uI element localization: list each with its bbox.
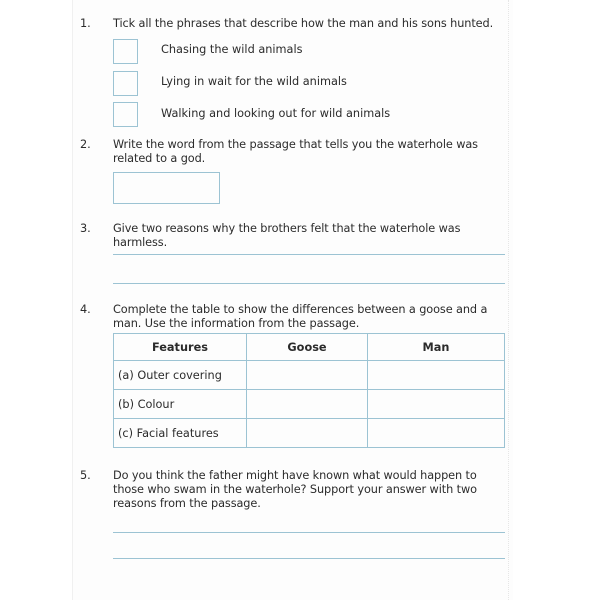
option-label: Walking and looking out for wild animals [161,107,391,120]
tick-box-option-3[interactable] [113,102,138,127]
feature-label: (b) Colour [114,390,247,419]
question-text: Complete the table to show the differences between a goose and a man. Use the information from the passage. [113,303,488,330]
answer-line-2[interactable] [113,558,505,559]
table-row [114,361,505,390]
goose-cell[interactable] [247,390,368,419]
question-text: Give two reasons why the brothers felt that the waterhole was harmless. [113,222,461,249]
answer-box[interactable] [113,172,220,204]
answer-line-1[interactable] [113,254,505,255]
answer-line-2[interactable] [113,283,505,284]
question-number: 5. [80,469,91,482]
goose-cell[interactable] [247,419,368,448]
table-row [114,419,505,448]
tick-box-option-2[interactable] [113,71,138,96]
question-text: Do you think the father might have known what would happen to those who swam in the waterhole? Support your answer with two reasons from the passage. [113,469,477,510]
man-cell[interactable] [368,361,505,390]
header-features: Features [114,334,247,361]
man-cell[interactable] [368,419,505,448]
table-row [114,390,505,419]
option-label: Lying in wait for the wild animals [161,75,347,88]
question-number: 1. [80,17,91,30]
feature-label: (c) Facial features [114,419,247,448]
feature-label: (a) Outer covering [114,361,247,390]
question-number: 4. [80,303,91,316]
question-number: 2. [80,138,91,151]
man-cell[interactable] [368,390,505,419]
table-header-row [114,334,505,361]
option-label: Chasing the wild animals [161,43,303,56]
tick-box-option-1[interactable] [113,39,138,64]
page-edge-divider [508,0,509,600]
goose-cell[interactable] [247,361,368,390]
answer-line-1[interactable] [113,532,505,533]
question-text: Tick all the phrases that describe how the man and his sons hunted. [113,17,494,30]
question-number: 3. [80,222,91,235]
header-man: Man [368,334,505,361]
question-text: Write the word from the passage that tells you the waterhole was related to a god. [113,138,478,165]
comparison-table [113,333,505,448]
header-goose: Goose [247,334,368,361]
